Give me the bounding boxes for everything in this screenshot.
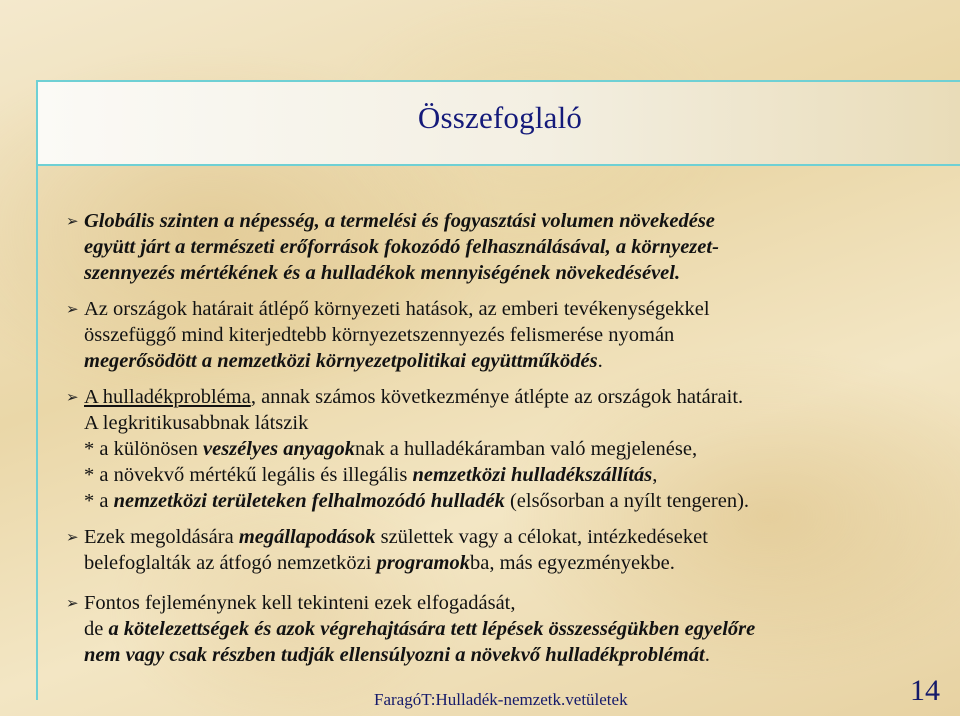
bullet-3-line-5: * a nemzetközi területeken felhalmozódó hulladék (elsősorban a nyílt tengeren). <box>84 490 750 512</box>
bullet-1 <box>66 208 719 286</box>
bullet-2-line-2: összefüggő mind kiterjedtebb környezetszennyezés felismerése nyomán <box>84 324 675 346</box>
arrow-bullet-icon: ➢ <box>66 388 79 406</box>
arrow-bullet-icon: ➢ <box>66 528 79 546</box>
bullet-3-line-3: * a különösen veszélyes anyagoknak a hulladékáramban való megjelenése, <box>84 438 698 460</box>
bullet-5 <box>66 590 755 668</box>
bullet-5-line-2: de a kötelezettségek és azok végrehajtására tett lépések összességükben egyelőre <box>84 618 756 640</box>
bullet-2-line-3: megerősödött a nemzetközi környezetpolitikai együttműködés. <box>84 350 603 372</box>
bullet-1-line-1: Globális szinten a népesség, a termelési és fogyasztási volumen növekedése <box>84 210 715 232</box>
bullet-3-line-2: A legkritikusabbnak látszik <box>84 412 309 434</box>
bullet-2-line-1: Az országok határait átlépő környezeti hatások, az emberi tevékenységekkel <box>84 298 710 320</box>
bullet-3: ➢ A hulladékprobléma, annak számos következménye átlépte az országok határait. A legkritikusabbnak látszik * a különösen veszélyes anyagoknak a hulladékáramban való megjelenése, * a növekvő mértékű legális és illegális nemzetközi hulladékszállítás, * a nemzetközi területeken felhalmozódó hulladék (elsősorban a nyílt tengeren). <box>66 386 750 512</box>
page-number: 14 <box>910 674 940 707</box>
arrow-bullet-icon: ➢ <box>66 300 79 318</box>
bullet-3-line-4: * a növekvő mértékű legális és illegális nemzetközi hulladékszállítás, <box>84 464 658 486</box>
bullet-5-line-1: Fontos fejleménynek kell tekinteni ezek elfogadását, <box>84 592 516 614</box>
bullet-1-line-2: együtt járt a természeti erőforrások fokozódó felhasználásával, a környezet- <box>84 236 719 258</box>
arrow-bullet-icon: ➢ <box>66 212 79 230</box>
bullet-4-line-2: belefoglalták az átfogó nemzetközi programokba, más egyezményekbe. <box>84 552 675 574</box>
footer-text: FaragóT:Hulladék-nemzetk.vetületek <box>374 690 628 709</box>
bullet-4: ➢ Ezek megoldására megállapodások születtek vagy a célokat, intézkedéseket belefoglalták az átfogó nemzetközi programokba, más egyezményekbe. <box>66 526 708 574</box>
bullet-5-line-3: nem vagy csak részben tudják ellensúlyozni a növekvő hulladékproblémát. <box>84 644 710 666</box>
bullet-2 <box>66 296 710 374</box>
bullet-3-underlined: A hulladékprobléma <box>84 386 251 408</box>
arrow-bullet-icon: ➢ <box>66 594 79 612</box>
bullet-1-line-3: szennyezés mértékének és a hulladékok mennyiségének növekedésével. <box>84 262 681 284</box>
page-title: Összefoglaló <box>417 100 583 135</box>
title-box <box>36 80 960 166</box>
